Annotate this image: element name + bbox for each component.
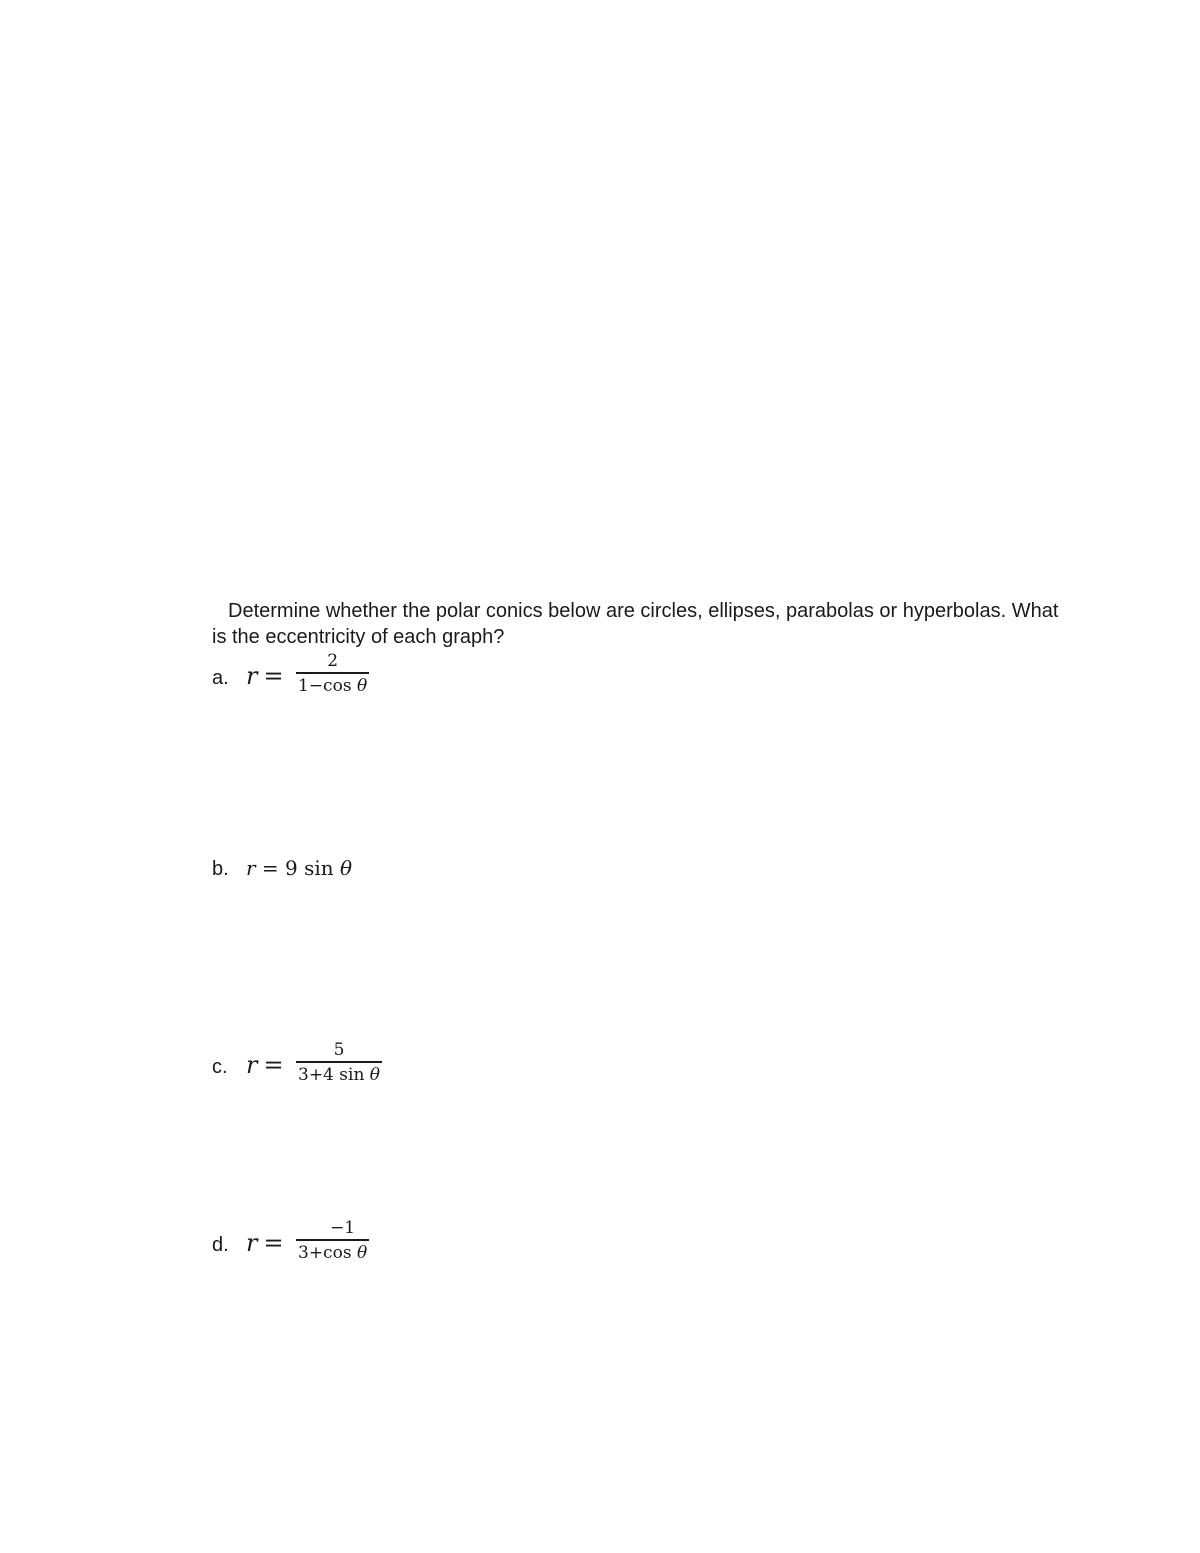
- problem-label: d.: [212, 1234, 229, 1256]
- equation-lhs: [246, 1229, 284, 1257]
- problem-label: b.: [212, 858, 229, 880]
- denominator-text: 3+4 sin: [298, 1064, 365, 1085]
- variable-r: r: [246, 1051, 258, 1079]
- fraction: [296, 650, 369, 698]
- variable-r: r: [246, 1229, 258, 1257]
- problem-label: c.: [212, 1056, 228, 1078]
- denominator-text: 3+cos: [298, 1242, 352, 1263]
- numerator: −1: [330, 1218, 356, 1238]
- equals-sign: =: [263, 1229, 284, 1257]
- denominator: [296, 1063, 382, 1087]
- theta-symbol: θ: [356, 1242, 368, 1263]
- denominator-text: 1−cos: [298, 675, 352, 696]
- theta-symbol: θ: [369, 1064, 381, 1085]
- numerator: 2: [327, 651, 339, 671]
- numerator: 5: [333, 1040, 345, 1060]
- variable-r: r: [246, 856, 256, 880]
- variable-r: r: [246, 662, 258, 690]
- equals-sign: =: [263, 662, 284, 690]
- equals-sign: =: [263, 1051, 284, 1079]
- instructions-text: [212, 598, 1072, 650]
- equation-rhs: 9 sin: [285, 856, 334, 880]
- denominator: [296, 674, 369, 698]
- fraction: [296, 1039, 382, 1087]
- instructions-line-1: Determine whether the polar conics below are circles, ellipses, parabolas or hyperbolas. What: [228, 600, 1059, 622]
- instructions-line-2: is the eccentricity of each graph?: [212, 626, 505, 648]
- fraction: [296, 1217, 369, 1265]
- equation: [246, 856, 352, 880]
- equation-lhs: [246, 1051, 284, 1079]
- theta-symbol: θ: [340, 856, 353, 880]
- equals-sign: =: [261, 856, 279, 880]
- problem-label: a.: [212, 667, 229, 689]
- equation-lhs: [246, 662, 284, 690]
- theta-symbol: θ: [356, 675, 368, 696]
- denominator: [296, 1241, 369, 1265]
